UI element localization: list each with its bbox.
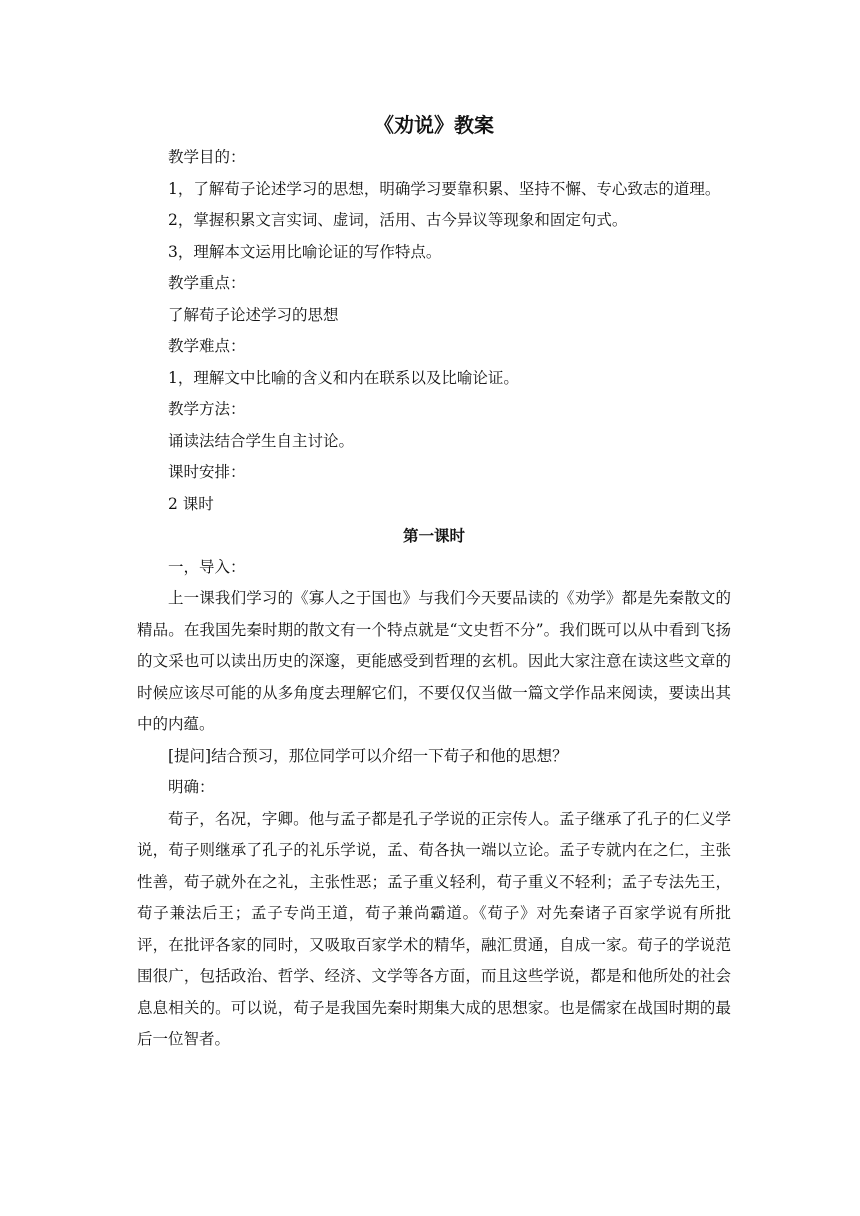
intro-heading: 一，导入：: [168, 557, 246, 576]
intro-paragraph: 上一课我们学习的《寡人之于国也》与我们今天要品读的《劝学》都是先秦散文的精品。在我国先秦时期的散文有一个特点就是“文史哲不分”。我们既可以从中看到飞扬的文采也可以读出历史的深邃，更能感受到哲理的玄机。因此大家注意在读这些文章的时候应该尽可能的从多角度去理解它们，不要仅仅当做一篇文学作品来阅读，要读出其中的内蕴。: [137, 589, 731, 733]
answer-paragraph: 荀子，名况，字卿。他与孟子都是孔子学说的正宗传人。孟子继承了孔子的仁义学说，荀子则继承了孔子的礼乐学说，孟、荀各执一端以立论。孟子专就内在之仁，主张性善，荀子就外在之礼，主张性恶；孟子重义轻利，荀子重义不轻利；孟子专法先王，荀子兼法后王；孟子专尚王道，荀子兼尚霸道。《荀子》对先秦诸子百家学说有所批评，在批评各家的同时，又吸取百家学术的精华，融汇贯通，自成一家。荀子的学说范围很广，包括政治、哲学、经济、文学等各方面，而且这些学说，都是和他所处的社会息息相关的。可以说，荀子是我国先秦时期集大成的思想家。也是儒家在战国时期的最后一位智者。: [137, 809, 731, 1048]
difficulties-heading: 教学难点：: [168, 337, 246, 355]
objective-item-3: 3，理解本文运用比喻论证的写作特点。: [168, 242, 442, 261]
document-body: [137, 110, 731, 1056]
objective-item-2: 2，掌握积累文言实词、虚词，活用、古今异议等现象和固定句式。: [168, 211, 628, 229]
methods-text: 诵读法结合学生自主讨论。: [168, 431, 355, 450]
difficulties-text: 1，理解文中比喻的含义和内在联系以及比喻论证。: [168, 368, 519, 387]
key-points-heading: 教学重点：: [168, 274, 246, 292]
methods-heading: 教学方法：: [168, 400, 246, 418]
question-text: [提问]结合预习，那位同学可以介绍一下荀子和他的思想？: [168, 746, 568, 765]
schedule-heading: 课时安排：: [168, 463, 246, 481]
objectives-heading: 教学目的：: [168, 148, 246, 166]
document-title: 《劝说》教案: [374, 113, 494, 137]
objective-item-1: 1，了解荀子论述学习的思想，明确学习要靠积累、坚持不懈、专心致志的道理。: [168, 179, 721, 198]
answer-heading: 明确：: [168, 778, 215, 796]
key-points-text: 了解荀子论述学习的思想: [168, 305, 339, 324]
schedule-text: 2 课时: [168, 494, 214, 513]
section-title: 第一课时: [402, 526, 465, 545]
